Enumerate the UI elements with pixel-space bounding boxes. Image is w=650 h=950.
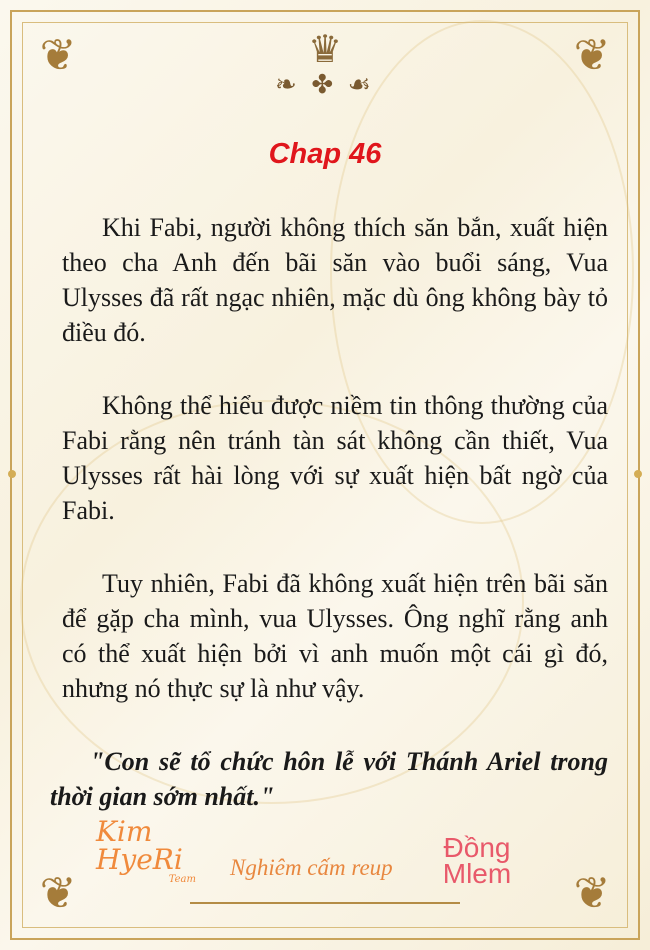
paragraph: Tuy nhiên, Fabi đã không xuất hiện trên bãi săn để gặp cha mình, vua Ulysses. Ông nghĩ rằng anh có thể xuất hiện bởi vì anh muốn một cái gì đó, nhưng nó thực sự là như vậy.	[62, 569, 608, 703]
quote: "Con sẽ tổ chức hôn lễ với Thánh Ariel trong thời gian sớm nhất."	[50, 747, 608, 811]
corner-ornament-icon: ❦	[39, 869, 77, 918]
crown-icon: ♛	[307, 29, 343, 71]
corner-ornament-icon: ❦	[573, 31, 611, 80]
chapter-body	[50, 210, 608, 814]
scroll-ornament-icon: ❧ ✤ ☙	[275, 70, 375, 99]
side-ornament-icon	[8, 470, 16, 478]
kim-hyeri-logo	[96, 815, 216, 886]
corner-ornament-icon: ❦	[39, 31, 77, 80]
logo-left-text: Kim HyeRi	[96, 815, 183, 876]
side-ornament-icon	[634, 470, 642, 478]
bottom-divider	[190, 902, 460, 904]
no-reup-notice: Nghiêm cấm reup	[230, 855, 393, 880]
chapter-title: Chap 46	[268, 138, 382, 170]
paragraph: Không thể hiểu được niềm tin thông thường của Fabi rằng nên tránh tàn sát không cần thiết, Vua Ulysses rất hài lòng với sự xuất hiện bất ngờ của Fabi.	[62, 391, 608, 525]
crown-ornament	[0, 30, 650, 100]
logo-left-sub: Team	[168, 874, 196, 885]
corner-ornament-icon: ❦	[573, 869, 611, 918]
paragraph: Khi Fabi, người không thích săn bắn, xuất hiện theo cha Anh đến bãi săn vào buổi sáng, Vua Ulysses đã rất ngạc nhiên, mặc dù ông không bày tỏ điều đó.	[62, 213, 608, 347]
dong-mlem-logo: Đồng Mlem	[442, 832, 512, 889]
